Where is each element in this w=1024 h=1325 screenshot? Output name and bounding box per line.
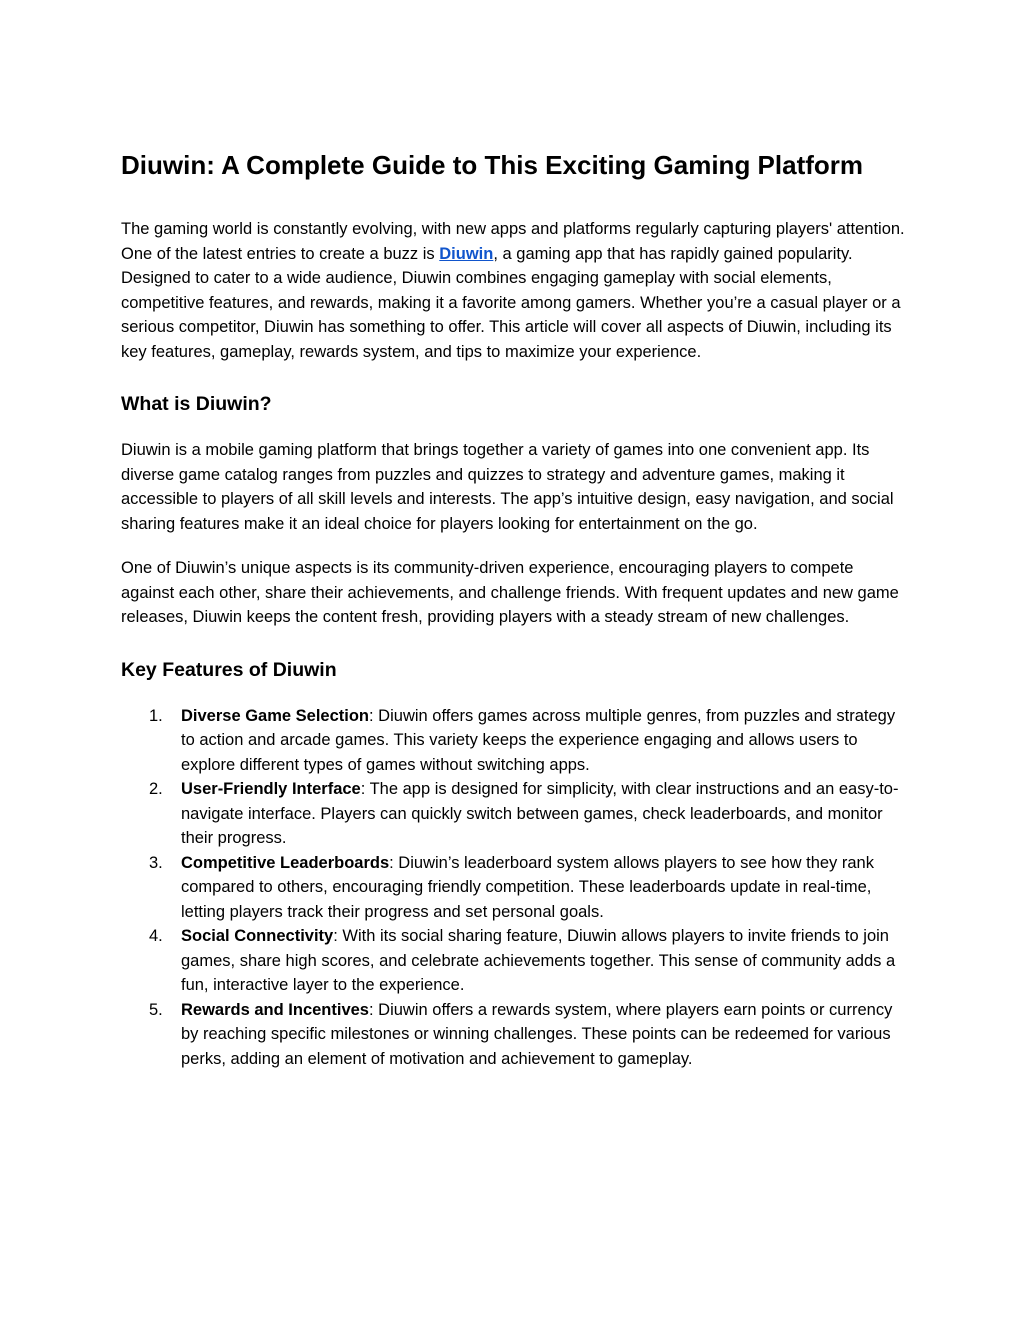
list-item-number: 3.: [149, 853, 163, 872]
what-is-paragraph-2: One of Diuwin’s unique aspects is its community-driven experience, encouraging players to compete against each other, share their achievements, and challenge friends. With frequent updates and new game releases, Diuwin keeps the content fresh, providing players with a steady stream of new challenges.: [121, 559, 899, 626]
list-item-number: 1.: [149, 706, 163, 725]
section-heading-what-is: What is Diuwin?: [121, 393, 272, 415]
list-item-number: 2.: [149, 780, 163, 798]
list-item-text: : Diuwin offers a rewards system, where players earn points or currency by reaching specific milestones or winning challenges. These points can be redeemed for various perks, adding an element of motivation and achievement to gameplay.: [181, 1000, 893, 1068]
what-is-paragraph-1: Diuwin is a mobile gaming platform that brings together a variety of games into one convenient app. Its diverse game catalog ranges from puzzles and quizzes to strategy and adventure games, making it accessible to players of all skill levels and interests. The app’s intuitive design, easy navigation, and social sharing features make it an ideal choice for players looking for entertainment on the go.: [121, 441, 894, 533]
intro-text-after: , a gaming app that has rapidly gained popularity. Designed to cater to a wide audience, Diuwin combines engaging gameplay with social elements, competitive features, and rewards, making it a favorite among gamers. Whether you’re a casual player or a serious competitor, Diuwin has something to offer. This article will cover all aspects of Diuwin, including its key features, gameplay, rewards system, and tips to maximize your experience.: [121, 244, 901, 361]
features-list: [121, 704, 911, 1072]
intro-text-before: The gaming world is constantly evolving, with new apps and platforms regularly capturing players' attention. One of the latest entries to create a buzz is: [121, 220, 905, 263]
list-item-number: 5.: [149, 1000, 163, 1019]
list-item: [121, 777, 911, 851]
list-item: [121, 998, 911, 1072]
list-item-title: Social Connectivity: [181, 927, 334, 945]
list-item-text: : With its social sharing feature, Diuwin allows players to invite friends to join games, share high scores, and celebrate achievements together. This sense of community adds a fun, interactive layer to the experience.: [181, 927, 896, 994]
list-item-title: User-Friendly Interface: [181, 780, 361, 798]
list-item: [121, 851, 911, 925]
list-item-text: : Diuwin’s leaderboard system allows players to see how they rank compared to others, encouraging friendly competition. These leaderboards update in real-time, letting players track their progress and set personal goals.: [181, 853, 874, 921]
page-title: Diuwin: A Complete Guide to This Exciting Gaming Platform: [121, 150, 864, 180]
list-item-title: Competitive Leaderboards: [181, 853, 390, 872]
list-item-text: : The app is designed for simplicity, with clear instructions and an easy-to-navigate interface. Players can quickly switch between games, check leaderboards, and monitor their progress.: [181, 780, 899, 847]
list-item: [121, 704, 911, 778]
list-item-text: : Diuwin offers games across multiple genres, from puzzles and strategy to action and arcade games. This variety keeps the experience engaging and allows users to explore different types of games without switching apps.: [181, 706, 896, 774]
intro-paragraph: [121, 217, 911, 364]
section-heading-key-features: Key Features of Diuwin: [121, 658, 337, 681]
list-item-title: Rewards and Incentives: [181, 1000, 369, 1019]
list-item-title: Diverse Game Selection: [181, 706, 370, 725]
list-item-number: 4.: [149, 927, 163, 945]
document-page: [121, 146, 911, 1071]
diuwin-link[interactable]: Diuwin: [439, 244, 494, 263]
list-item: [121, 924, 911, 998]
